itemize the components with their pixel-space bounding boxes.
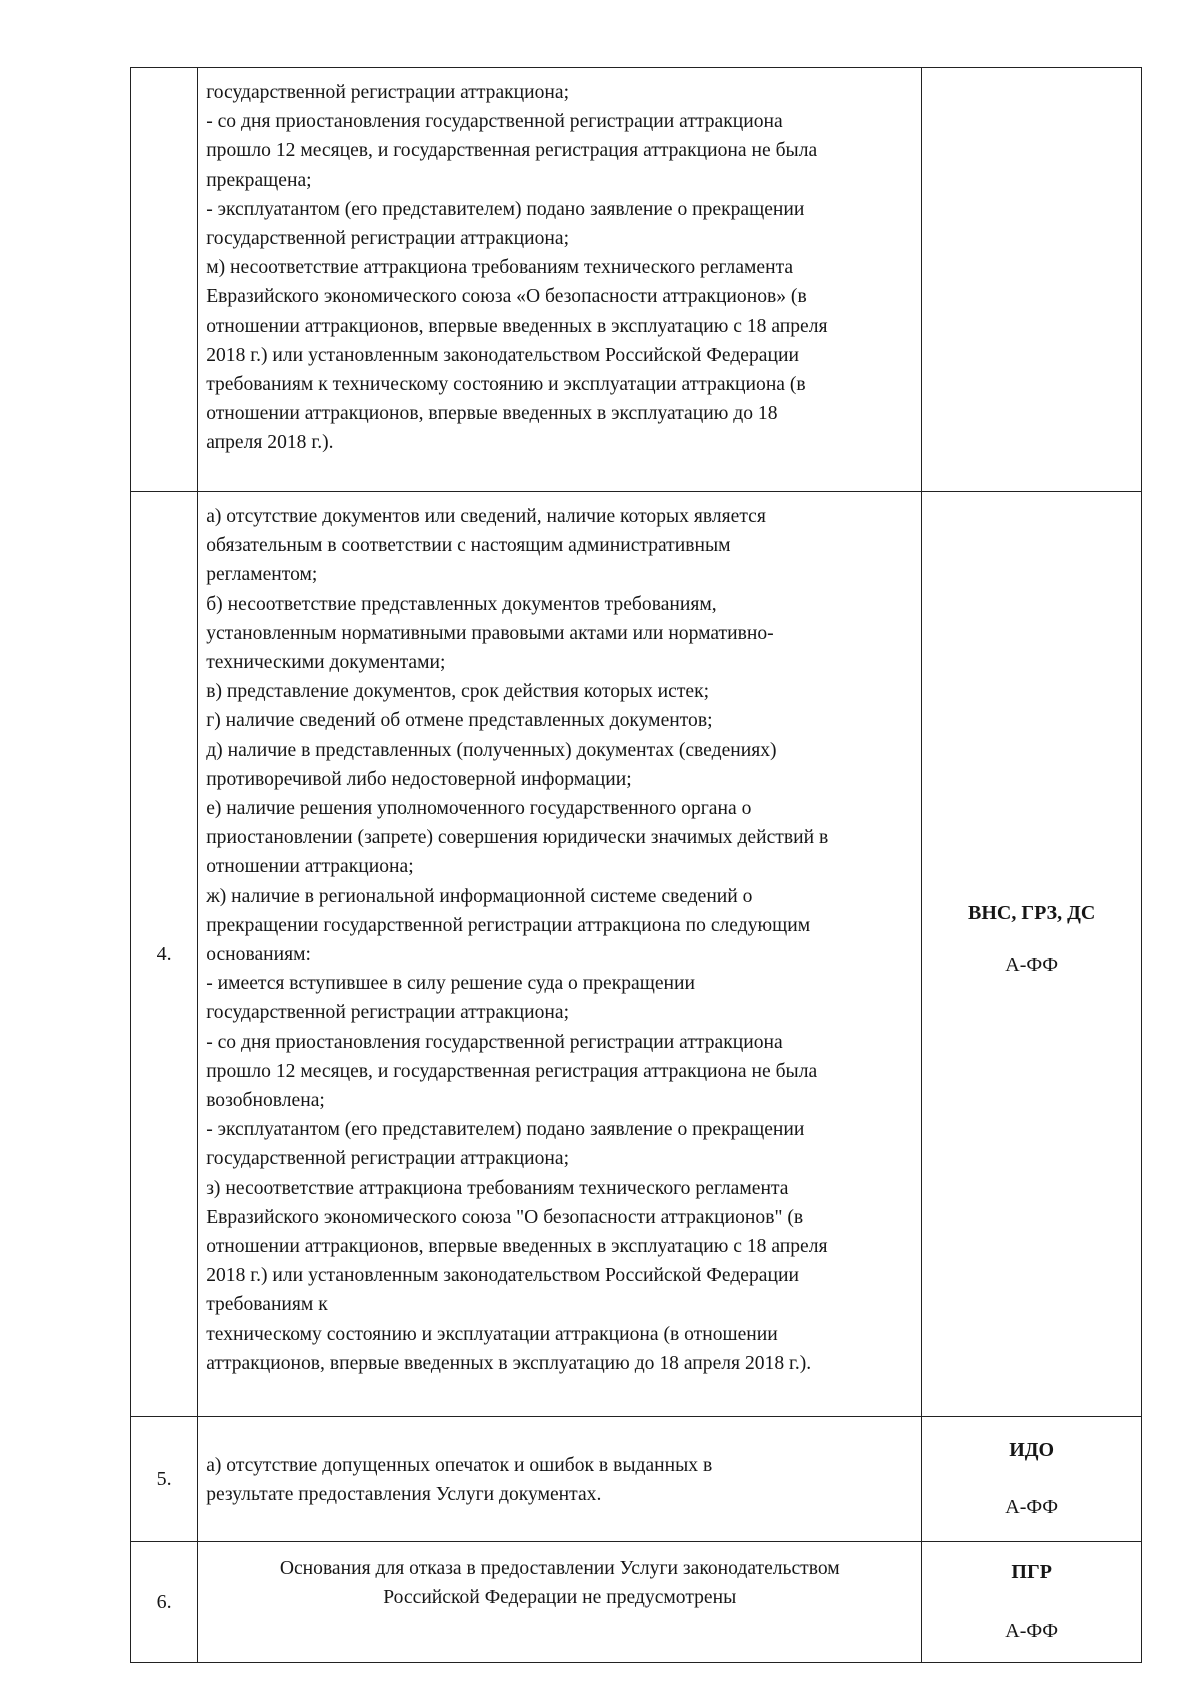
service-code: ИДО bbox=[1009, 1439, 1055, 1461]
text-line: государственной регистрации аттракциона; bbox=[206, 1148, 570, 1170]
text-line: требованиям к техническому состоянию и эксплуатации аттракциона (в bbox=[206, 374, 806, 396]
text-line: д) наличие в представленных (полученных) документах (сведениях) bbox=[206, 739, 777, 761]
row-text bbox=[198, 1542, 922, 1663]
text-line: ж) наличие в региональной информационной системе сведений о bbox=[206, 885, 753, 907]
grounds-table bbox=[130, 67, 1142, 1663]
service-subcode: А-ФФ bbox=[1005, 1620, 1059, 1642]
text-line: прекращена; bbox=[206, 169, 312, 191]
text-line: в) представление документов, срок действия которых истек; bbox=[206, 681, 710, 703]
table-row bbox=[131, 1417, 1142, 1542]
text-line: прекращении государственной регистрации аттракциона по следующим bbox=[206, 914, 811, 936]
row-number: 6. bbox=[131, 1542, 198, 1663]
service-subcode: А-ФФ bbox=[1005, 953, 1059, 976]
text-line: апреля 2018 г.). bbox=[206, 432, 334, 454]
text-line: 2018 г.) или установленным законодательством Российской Федерации bbox=[206, 344, 799, 366]
service-code: ВНС, ГРЗ, ДС bbox=[968, 901, 1096, 924]
text-line: техническому состоянию и эксплуатации аттракциона (в отношении bbox=[206, 1323, 778, 1345]
text-line: приостановлении (запрете) совершения юридически значимых действий в bbox=[206, 827, 829, 849]
text-line: а) отсутствие документов или сведений, наличие которых является bbox=[206, 506, 766, 527]
service-subcode: А-ФФ bbox=[1005, 1496, 1059, 1518]
text-line: государственной регистрации аттракциона; bbox=[206, 228, 570, 250]
text-line: государственной регистрации аттракциона; bbox=[206, 1002, 570, 1024]
text-line: установленным нормативными правовыми актами или нормативно- bbox=[206, 622, 774, 644]
text-line: обязательным в соответствии с настоящим административным bbox=[206, 535, 731, 557]
table-row bbox=[131, 68, 1142, 492]
text-line: техническими документами; bbox=[206, 652, 446, 674]
text-line: - эксплуатантом (его представителем) подано заявление о прекращении bbox=[206, 198, 805, 220]
table-row bbox=[131, 1542, 1142, 1663]
row-number bbox=[131, 68, 198, 492]
text-line: - имеется вступившее в силу решение суда о прекращении bbox=[206, 973, 695, 995]
row-number: 4. bbox=[131, 492, 198, 1417]
text-line: - со дня приостановления государственной регистрации аттракциона bbox=[206, 1031, 783, 1053]
text-line: а) отсутствие допущенных опечаток и ошибок в выданных в bbox=[206, 1454, 713, 1476]
text-line: м) несоответствие аттракциона требованиям технического регламента bbox=[206, 257, 794, 279]
row-number: 5. bbox=[131, 1417, 198, 1542]
text-line: государственной регистрации аттракциона; bbox=[206, 82, 570, 103]
text-line: требованиям к bbox=[206, 1294, 328, 1316]
text-line: г) наличие сведений об отмене представленных документов; bbox=[206, 710, 713, 732]
text-line: отношении аттракционов, впервые введенных в эксплуатацию до 18 bbox=[206, 403, 778, 425]
row-code-cell bbox=[922, 1542, 1142, 1663]
row-code-cell bbox=[922, 1417, 1142, 1542]
row-text bbox=[198, 492, 922, 1417]
text-line: - эксплуатантом (его представителем) подано заявление о прекращении bbox=[206, 1119, 805, 1141]
table-row bbox=[131, 492, 1142, 1417]
row-text bbox=[198, 1417, 922, 1542]
text-line: Евразийского экономического союза "О безопасности аттракционов" (в bbox=[206, 1206, 804, 1228]
row-text bbox=[198, 68, 922, 492]
text-line: е) наличие решения уполномоченного государственного органа о bbox=[206, 798, 752, 820]
row-code-cell bbox=[922, 492, 1142, 1417]
text-line: - со дня приостановления государственной регистрации аттракциона bbox=[206, 111, 783, 133]
text-line: 2018 г.) или установленным законодательством Российской Федерации bbox=[206, 1265, 799, 1287]
row-code-cell bbox=[922, 68, 1142, 492]
text-line: отношении аттракциона; bbox=[206, 856, 414, 878]
table-body bbox=[131, 68, 1142, 1663]
text-line: отношении аттракционов, впервые введенных в эксплуатацию с 18 апреля bbox=[206, 315, 828, 337]
text-line: основаниям: bbox=[206, 944, 311, 966]
text-line: отношении аттракционов, впервые введенных в эксплуатацию с 18 апреля bbox=[206, 1236, 828, 1258]
text-line: аттракционов, впервые введенных в эксплуатацию до 18 апреля 2018 г.). bbox=[206, 1352, 812, 1374]
text-line: прошло 12 месяцев, и государственная регистрация аттракциона не была bbox=[206, 140, 818, 162]
text-line: прошло 12 месяцев, и государственная регистрация аттракциона не была bbox=[206, 1060, 818, 1082]
text-line: возобновлена; bbox=[206, 1090, 325, 1112]
text-line: Российской Федерации не предусмотрены bbox=[383, 1587, 737, 1609]
text-line: Основания для отказа в предоставлении Услуги законодательством bbox=[279, 1558, 840, 1579]
text-line: регламентом; bbox=[206, 564, 318, 586]
service-code: ПГР bbox=[1011, 1561, 1052, 1583]
text-line: противоречивой либо недостоверной информации; bbox=[206, 768, 632, 790]
text-line: Евразийского экономического союза «О безопасности аттракционов» (в bbox=[206, 286, 807, 308]
text-line: з) несоответствие аттракциона требованиям технического регламента bbox=[206, 1177, 789, 1199]
text-line: б) несоответствие представленных документов требованиям, bbox=[206, 593, 717, 615]
text-line: результате предоставления Услуги документах. bbox=[206, 1484, 602, 1505]
